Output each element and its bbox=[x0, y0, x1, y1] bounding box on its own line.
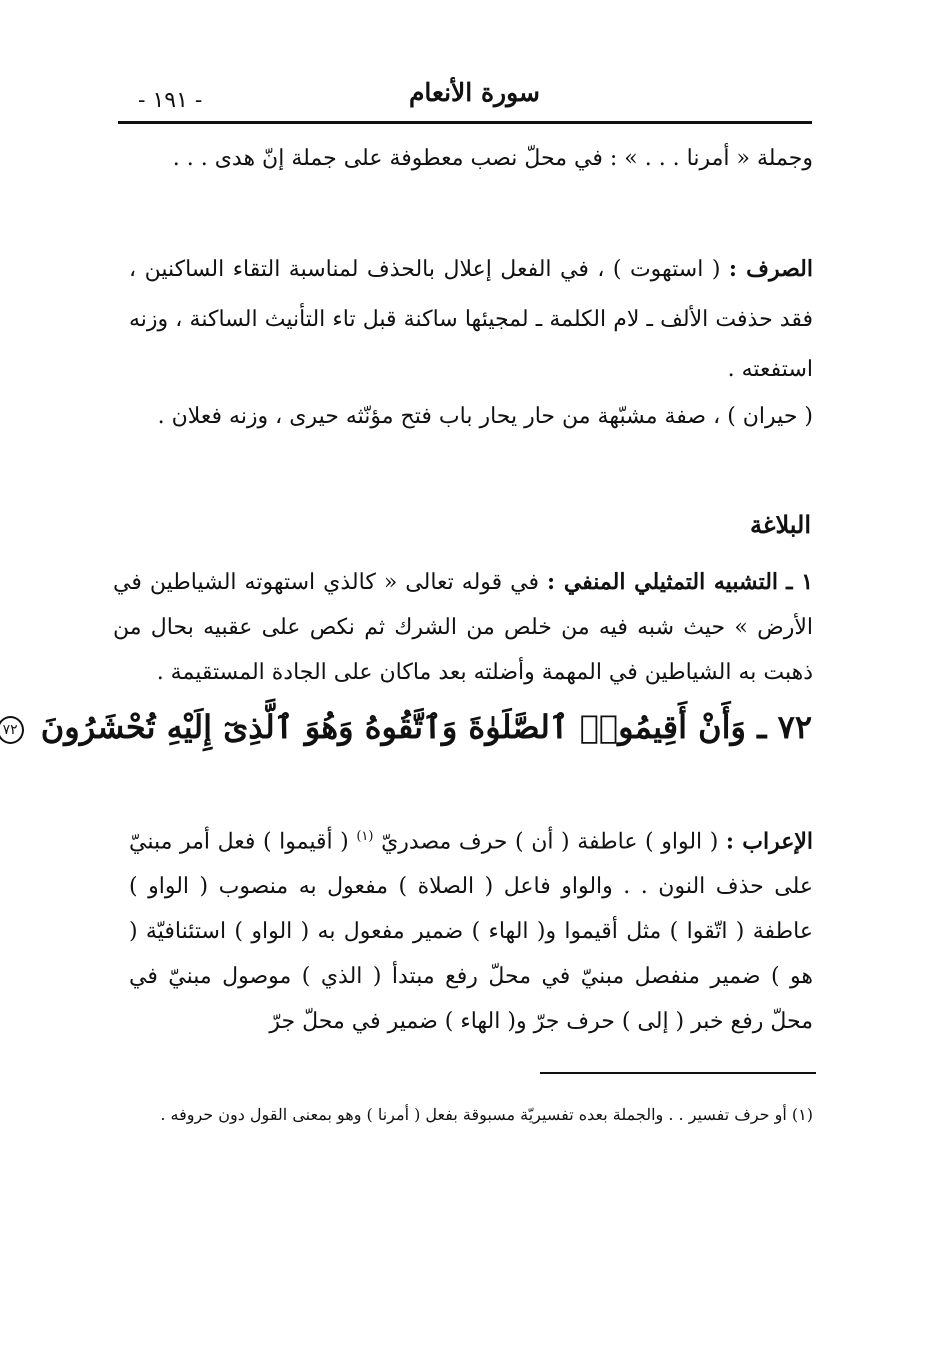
balagha-heading: البلاغة bbox=[750, 510, 811, 539]
paragraph-text: ( حيران ) ، صفة مشبّهة من حار يحار باب فتح مؤنّثه حيرى ، وزنه فعلان . bbox=[157, 404, 813, 429]
irab-text-start: ( الواو ) عاطفة ( أن ) حرف مصدريّ bbox=[381, 829, 726, 855]
verse-end-mark: ٧٢ bbox=[0, 716, 24, 744]
paragraph-text: وجملة « أمرنا . . . » : في محلّ نصب معطوفة على جملة إنّ هدى . . . bbox=[172, 146, 813, 171]
irab-label: الإعراب : bbox=[725, 828, 813, 855]
paragraph-hayran bbox=[129, 392, 813, 442]
paragraph-sarf bbox=[129, 244, 813, 395]
verse-text: وَأَنْ أَقِيمُوا۟ ٱلصَّلَوٰةَ وَٱتَّقُوهُ وَهُوَ ٱلَّذِىٓ إِلَيْهِ تُحْشَرُونَ bbox=[40, 708, 746, 746]
footnote-divider bbox=[540, 1072, 816, 1074]
page-number: - ١٩١ - bbox=[138, 88, 203, 113]
item-number: ١ ـ bbox=[786, 569, 814, 595]
page-header bbox=[120, 78, 810, 118]
sarf-label: الصرف : bbox=[728, 256, 813, 282]
header-divider bbox=[118, 121, 812, 124]
surah-title: سورة الأنعام bbox=[408, 78, 540, 107]
balagha-item bbox=[113, 560, 813, 695]
footnote bbox=[123, 1098, 813, 1132]
paragraph-text: ( استهوت ) ، في الفعل إعلال بالحذف لمناسبة التقاء الساكنين ، فقد حذفت الألف ـ لام الكلمة ـ لمجيئها ساكنة قبل تاء التأنيث الساكنة ، وزنه استفعته . bbox=[129, 257, 813, 382]
item-text: في قوله تعالى « كالذي استهوته الشياطين في الأرض » حيث شبه فيه من خلص من الشرك ثم نكص على عقبيه بحال من ذهبت به الشياطين في المهمة وأضلته بعد ماكان على الجادة المستقيمة . bbox=[113, 570, 813, 685]
footnote-reference: (١) bbox=[356, 829, 374, 844]
footnote-text: (١) أو حرف تفسير . . والجملة بعده تفسيريّة مسبوقة بفعل ( أمرنا ) وهو بمعنى القول دون حروفه . bbox=[160, 1105, 813, 1124]
irab-text-rest: ( أقيموا ) فعل أمر مبنيّ على حذف النون . . والواو فاعل ( الصلاة ) مفعول به منصوب ( الواو ) عاطفة ( اتّقوا ) مثل أقيموا و( الهاء ) ضمير مفعول به ( الواو ) استئنافيّة ( هو ) ضمير منفصل مبنيّ في محلّ رفع مبتدأ ( الذي ) موصول مبنيّ في محلّ رفع خبر ( إلى ) حرف جرّ و( الهاء ) ضمير في محلّ جرّ bbox=[129, 829, 813, 1035]
verse-number: ٧٢ ـ bbox=[757, 708, 812, 746]
paragraph-irab bbox=[129, 814, 813, 1044]
quran-verse bbox=[2, 708, 812, 746]
paragraph-jumla bbox=[129, 134, 813, 184]
item-label: التشبيه التمثيلي المنفي : bbox=[547, 569, 779, 595]
